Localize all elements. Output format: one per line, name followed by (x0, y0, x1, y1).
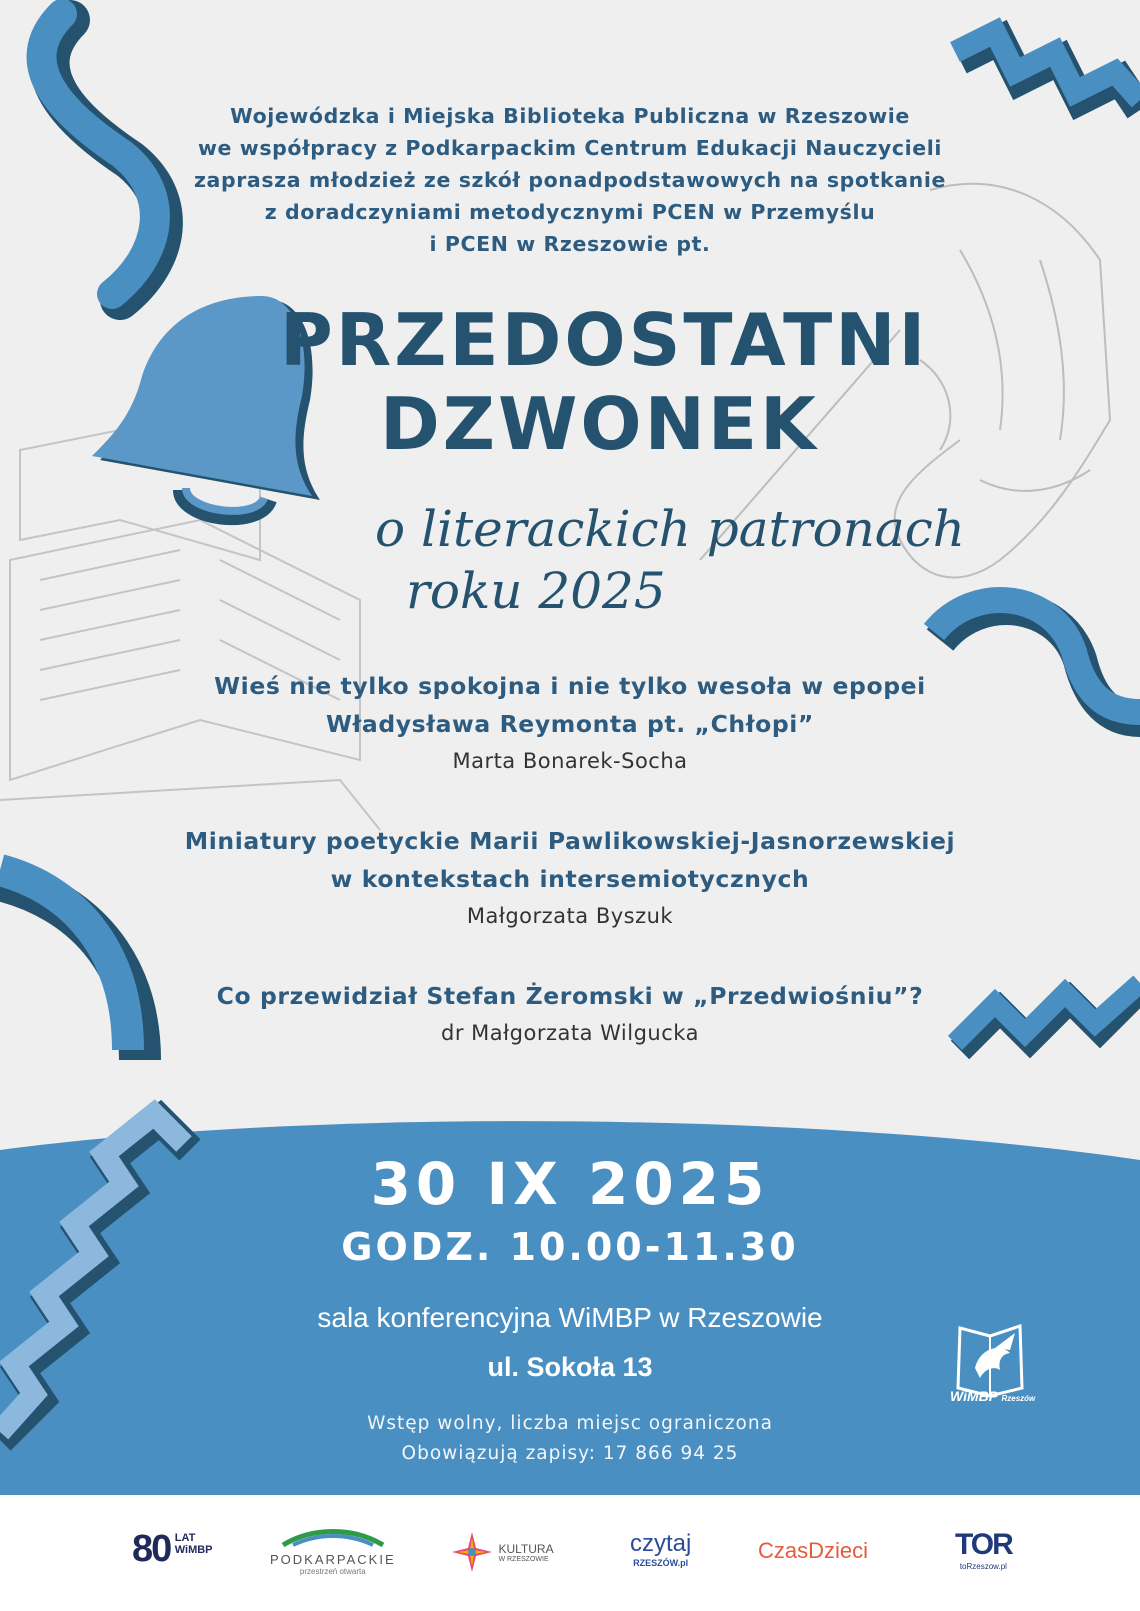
intro-line: zaprasza młodzież ze szkół ponadpodstawowych na spotkanie (193, 168, 946, 192)
sponsor-podkarpackie-text: PODKARPACKIE (270, 1552, 396, 1567)
talk-3 (0, 977, 1140, 1051)
sponsor-podkarpackie (270, 1527, 396, 1576)
subtitle-script-line-2: roku 2025 (406, 562, 666, 620)
zigzag-top-right (955, 32, 1140, 110)
talk-speaker: dr Małgorzata Wilgucka (441, 1021, 699, 1045)
sponsor-czas-dzieci (758, 1538, 868, 1564)
intro-line: we współpracy z Podkarpackim Centrum Edukacji Nauczycieli (198, 136, 942, 160)
talk-title-line: Co przewidział Stefan Żeromski w „Przedwiośniu”? (216, 982, 924, 1010)
talk-speaker: Małgorzata Byszuk (466, 904, 674, 928)
sponsor-podkarpackie-sub: przestrzeń otwarta (299, 1567, 366, 1576)
talk-1 (0, 667, 1140, 779)
sponsor-czytaj-rzeszow (630, 1530, 691, 1568)
sponsor-czasdzieci-text: CzasDzieci (758, 1538, 869, 1563)
kultura-star-icon (450, 1530, 494, 1574)
sponsor-kultura-text: KULTURA (498, 1541, 554, 1556)
wimbp-logo (940, 1308, 1050, 1418)
intro-line: i PCEN w Rzeszowie pt. (429, 232, 711, 256)
sponsor-kultura-sub: W RZESZOWIE (498, 1555, 549, 1563)
title-line-2: DZWONEK (380, 382, 819, 466)
talk-title-line: Wieś nie tylko spokojna i nie tylko wesoła w epopei (214, 672, 926, 700)
intro-line: Wojewódzka i Miejska Biblioteka Publiczna w Rzeszowie (230, 104, 910, 128)
note-line-1: Wstęp wolny, liczba miejsc ograniczona (367, 1413, 773, 1434)
note-line-2: Obowiązują zapisy: 17 866 94 25 (401, 1443, 739, 1464)
sponsor-czytaj-sub: RZESZÓW.pl (633, 1558, 689, 1568)
sponsor-80-small1: LAT (174, 1532, 196, 1544)
intro-text (0, 100, 1140, 260)
podkarpackie-wave-icon (273, 1527, 393, 1547)
wimbp-logo-text: WiMBP (950, 1388, 998, 1404)
talk-title-line: w kontekstach intersemiotycznych (330, 865, 810, 893)
talk-title-line: Władysława Reymonta pt. „Chłopi” (326, 710, 814, 738)
talk-title-line: Miniatury poetyckie Marii Pawlikowskiej-Jasnorzewskiej (184, 827, 956, 855)
subtitle-script-line-1: o literackich patronach (375, 500, 965, 558)
sponsor-tor-sub: toRzeszow.pl (959, 1562, 1007, 1571)
talk-speaker: Marta Bonarek-Socha (452, 749, 688, 773)
sponsor-80-lat-wimbp (132, 1528, 213, 1571)
sponsor-kultura (450, 1530, 554, 1574)
event-date: 30 IX 2025 (370, 1150, 770, 1218)
sponsor-80-big: 80 (132, 1528, 171, 1570)
event-time: GODZ. 10.00-11.30 (341, 1225, 799, 1269)
intro-line: z doradczyniami metodycznymi PCEN w Przemyślu (264, 200, 876, 224)
event-street: ul. Sokoła 13 (487, 1352, 653, 1382)
sponsor-torzeszow (955, 1528, 1012, 1571)
wimbp-logo-subtext: Rzeszów (1001, 1394, 1036, 1403)
sponsor-80-small2: WiMBP (174, 1544, 213, 1556)
sponsor-tor-text: TOR (955, 1528, 1012, 1561)
event-venue: sala konferencyjna WiMBP w Rzeszowie (317, 1302, 823, 1333)
talk-2 (0, 822, 1140, 934)
sponsor-czytaj-text: czytaj (630, 1530, 692, 1557)
title-line-1: PRZEDOSTATNI (280, 298, 929, 382)
